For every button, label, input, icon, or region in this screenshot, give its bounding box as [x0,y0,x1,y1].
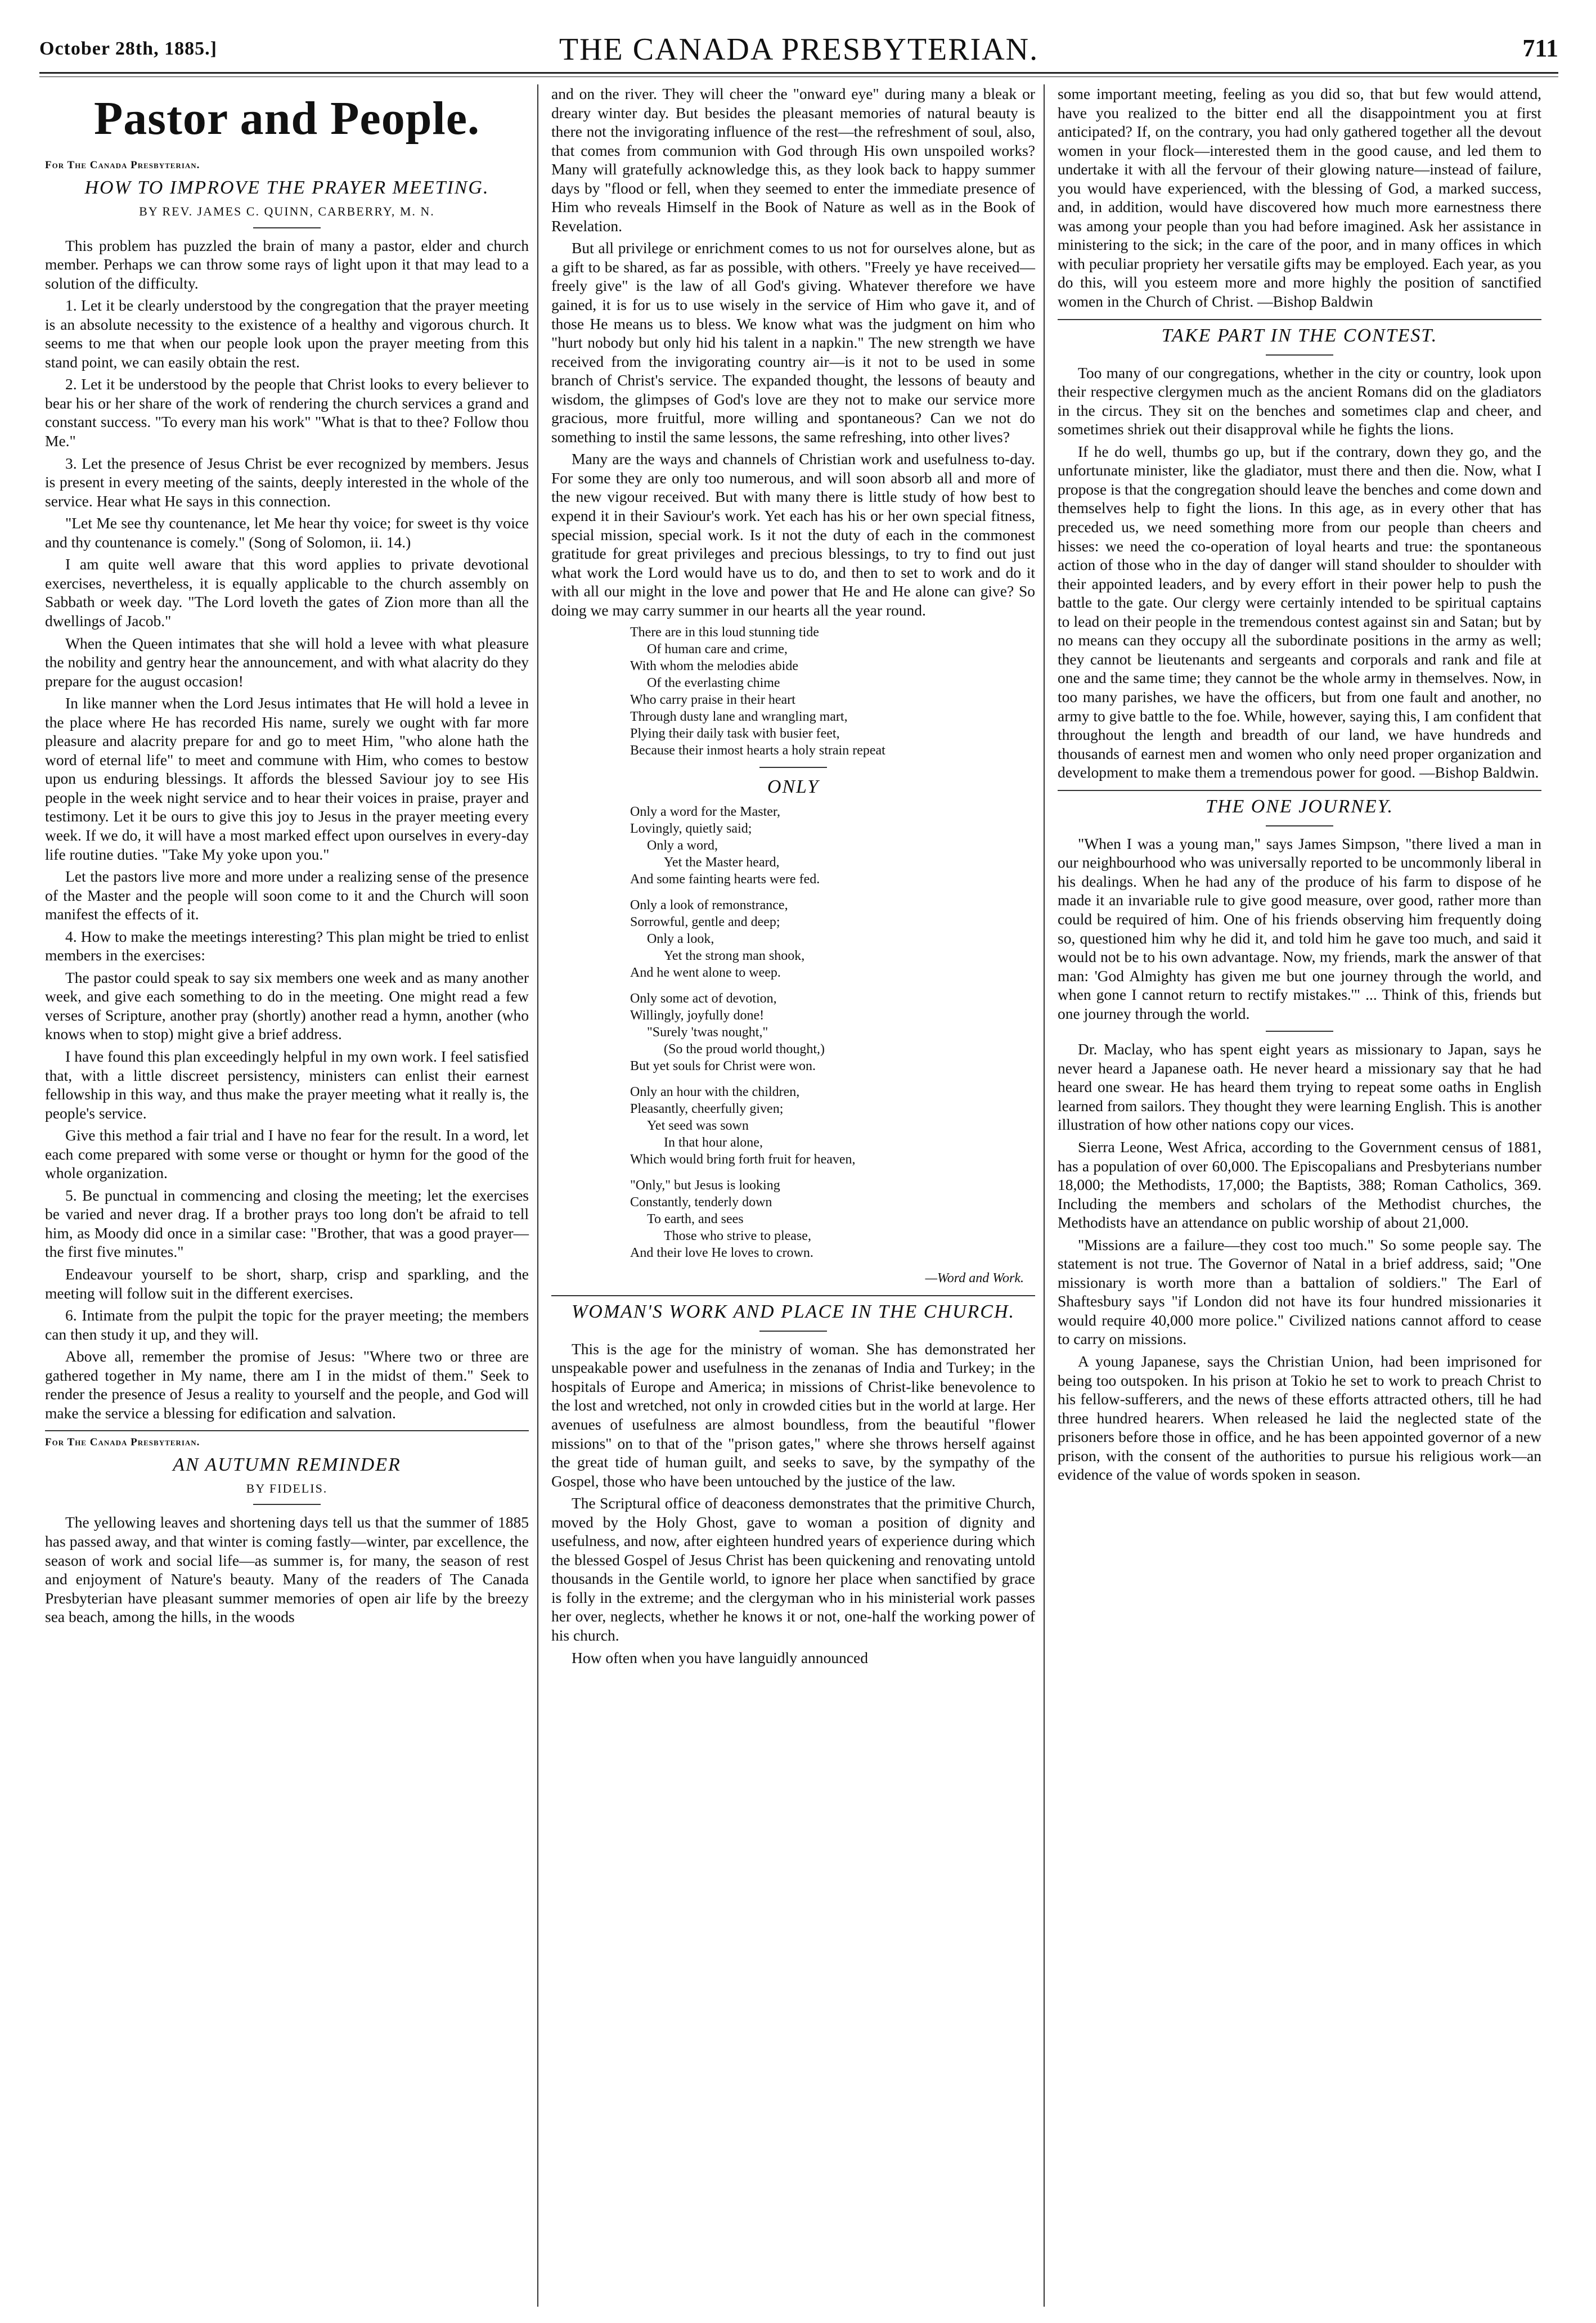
stanza [630,1084,1035,1168]
masthead [39,28,1558,68]
verse-line: And their love He loves to crown. [630,1246,813,1261]
divider [253,1504,321,1505]
section-rule [1058,319,1541,320]
verse-line: Yet seed was sown [647,1118,749,1134]
verse-line: Willingly, joyfully done! [630,1008,765,1023]
verse-line: Only an hour with the children, [630,1085,800,1100]
verse-line: Through dusty lane and wrangling mart, [630,709,848,725]
verse-line: Who carry praise in their heart [630,693,795,708]
paragraph: Let the pastors live more and more under a realizing sense of the presence of the Master and the people will soon come to it and the Church will soon manifest the effects of it. [45,868,529,923]
divider [1266,354,1333,356]
department-heading: Pastor and People. [93,92,480,145]
verse-line: Yet the Master heard, [664,855,780,870]
article-title: WOMAN'S WORK AND PLACE IN THE CHURCH. [571,1301,1015,1322]
divider [759,767,827,768]
verse-line: Sorrowful, gentle and deep; [630,915,780,930]
paragraph: How often when you have languidly announced [572,1648,868,1666]
column-1 [45,84,529,1630]
column-2 [551,84,1035,1670]
verse-line: Yet the strong man shook, [664,949,805,964]
verse-line: In that hour alone, [664,1135,763,1151]
verse-block [551,624,1035,759]
for-line: For The Canada Presbyterian. [45,159,200,172]
paragraph: The pastor could speak to say six members one week and as many another week, and give each something to do in the meeting. One might read a few verses of Scripture, another pray (shortly) another read a hymn, another (who knows when to stop) might give a brief address. [45,968,529,1043]
paragraph: A young Japanese, says the Christian Union, had been imprisoned for being too outspoken. In his prison at Tokio he set to work to preach Christ to his fellow-sufferers, and the news of these efforts attracted others, till he had three hundred hearers. When released he laid the neglected state of the prisoners before those in office, and he has been appointed governor of a new prison, with the consent of the authorities to pursue his religious work—an evidence of the value of words spoken in season. [1058,1353,1541,1484]
article-title: HOW TO IMPROVE THE PRAYER MEETING. [84,177,489,198]
paragraph: But all privilege or enrichment comes to us not for ourselves alone, but as a gift to be shared, as far as possible, with others. "Freely ye have received—freely give" is the law of all God's giving. Whatever therefore we have gained, it is for us to use wisely in the service of Him who gave it, and of those He means us to bless. We know what was the judgment on him who "hurt nobody but only hid his talent in a napkin." The new strength we have received from the invigorating country air—is it not to be used in some branch of Christ's service. The expanded thought, the lessons of beauty and wisdom, the glimpses of God's love are they not to make our service more gracious, more fruitful, more willing and spontaneous? Can we not do something to instil the same lessons, the same refreshing, into other lives? [551,239,1035,446]
paragraph: In like manner when the Lord Jesus intimates that He will hold a levee in the place where He has recorded His name, surely we ought with far more pleasure and alacrity prepare for and go to meet Him, "who alone hath the word of eternal life" to meet and commune with Him, who comes to bestow upon us enduring blessings. It affords the blessed Saviour joy to see His people in the week night service and to hear their voices in praise, prayer and testimony. Let it be ours to give this joy to Jesus in the prayer meeting every week. If we do, it will have a most marked effect upon ourselves in every-day life routine duties. "Take My yoke upon you." [45,694,529,863]
verse-line: Only a word for the Master, [630,805,780,820]
verse-line: Which would bring forth fruit for heaven, [630,1152,856,1167]
paragraph: The yellowing leaves and shortening days tell us that the summer of 1885 has passed away, and that winter is coming fastly—winter, par excellence, the season of work and social life—as summer is, for many, the season of rest and enjoyment of Nature's beauty. Many of the readers of The Canada Presbyterian have pleasant summer memories of open air life by the breezy sea beach, among the hills, in the woods [45,1513,529,1626]
paragraph: 6. Intimate from the pulpit the topic for the prayer meeting; the members can then study it up, and they will. [45,1306,529,1343]
paragraph: 2. Let it be understood by the people that Christ looks to every believer to bear his or her share of the work of rendering the church services a grand and constant success. "To every man his work" "What is that to thee? Follow thou Me." [45,375,529,450]
verse-line: (So the proud world thought,) [664,1042,825,1057]
divider [1266,1031,1333,1032]
verse-line: To earth, and sees [647,1212,744,1227]
section-rule [45,1430,529,1431]
paragraph: Dr. Maclay, who has spent eight years as missionary to Japan, says he never heard a Japanese oath. He never heard a missionary say that he had heard one swear. He has heard them trying to repeat some oaths in English learned from sailors. They thought they were learning English. This is another illustration of how other nations copy our vices. [1058,1040,1541,1134]
paragraph: Sierra Leone, West Africa, according to the Government census of 1881, has a population of over 60,000. The Episcopalians and Presbyterians number 18,000; the Methodists, 17,000; the Baptists, 388; Roman Catholics, 369. Including the members and scholars of the Methodist churches, the Methodists have an attendance on public worship of about 21,000. [1058,1138,1541,1232]
column-3 [1058,84,1541,1488]
verse-line: But yet souls for Christ were won. [630,1059,816,1074]
paragraph: If he do well, thumbs go up, but if the contrary, down they go, and the unfortunate minister, like the gladiator, must there and then die. Now, what I propose is that the congregation should leave the benches and come down and themselves help to fight the lions. In this age, as in every other that has preceded us, we need something more from our people than cheers and hisses: we need the co-operation of loyal hearts and true: the spontaneous action of those who in the day of danger will stand shoulder to shoulder with their appointed leaders, and by every effort in their power help to push the battle to the gate. Our clergy were certainly intended to be spiritual captains to lead on their people in the tremendous contest against sin and Satan; but by no means can they occupy all the subordinate positions in the army as well; they cannot be lieutenants and sergeants and corporals and rank and file at one and the same time; they cannot be the whole army in themselves. Now, in too many parishes, we have the officers, but from one fault and another, no army to give battle to the foe. While, however, saying this, I am confident that throughout the length and breadth of our land, we have hundreds and thousands of earnest men and women who only need proper organization and development to make them a tremendous power for good. —Bishop Baldwin. [1058,442,1541,781]
paragraph: The Scriptural office of deaconess demonstrates that the primitive Church, moved by the Holy Ghost, gave to woman a position of dignity and usefulness, and now, after eighteen hundred years of experience during which the blessed Gospel of Jesus Christ has been quickening and renovating untold thousands in the Gentile world, to ignore her place when sanctified by grace is folly in the extreme; and the clergyman who in his ministerial work passes her over, neglects, whether he knows it or not, one-half the working power of his church. [551,1494,1035,1644]
article-title: THE ONE JOURNEY. [1206,796,1393,817]
verse-line: Lovingly, quietly said; [630,821,752,837]
stanza [630,990,1035,1075]
verse-line: "Only," but Jesus is looking [630,1178,780,1193]
verse-line: Constantly, tenderly down [630,1195,772,1210]
newspaper-title: THE CANADA PRESBYTERIAN. [559,32,1039,67]
poem-attribution: —Word and Work. [925,1271,1024,1286]
article-title: AN AUTUMN REMINDER [173,1454,401,1475]
verse-line: And he went alone to weep. [630,965,781,981]
verse-line: Only a look, [647,932,714,947]
paragraph: 5. Be punctual in commencing and closing the meeting; let the exercises be varied and never drag. If a brother prays too long don't be afraid to tell him, as Moody did once in a similar case: "Brother, that was a good prayer—the first five minutes." [45,1186,529,1261]
verse-line: "Surely 'twas nought," [647,1025,768,1040]
paragraph: and on the river. They will cheer the "onward eye" during many a bleak or dreary winter day. But besides the pleasant memories of natural beauty is there not the invigorating influence of the rest—the refreshment of soul, also, that comes from communion with God through His own unspoiled works? Many will gratefully acknowledge this, as they look back to happy summer days by "flood or fell, when they seemed to enter the immediate presence of Him who reveals Himself in the Book of Nature as well as in the Book of Revelation. [551,85,1035,235]
for-line: For The Canada Presbyterian. [45,1436,200,1449]
paragraph: When the Queen intimates that she will hold a levee with what pleasure the nobility and gentry hear the announcement, and with what alacrity do they prepare for the august occasion! [45,634,529,690]
divider [759,1331,827,1332]
verse-line: Only some act of devotion, [630,991,777,1007]
paragraph: Endeavour yourself to be short, sharp, crisp and sparkling, and the meeting will follow suit in the different exercises. [45,1265,529,1302]
paragraph: I am quite well aware that this word applies to private devotional exercises, nevertheless, it is equally applicable to the church assembly on Sabbath or week day. "The Lord loveth the gates of Zion more than all the dwellings of Jacob." [45,555,529,630]
masthead-rule [39,72,1558,74]
paragraph: I have found this plan exceedingly helpful in my own work. I feel satisfied that, with a little discreet persistency, ministers can enlist their earnest fellowship in this way, and thus make the prayer meeting what it really is, the people's service. [45,1047,529,1122]
paragraph: This is the age for the ministry of woman. She has demonstrated her unspeakable power and usefulness in the zenanas of India and Turkey; in the hospitals of Europe and America; in missions of Christ-like benevolence to the lost and wretched, not only in crowded cities but in the world at large. Her avenues of usefulness are almost boundless, from the beautiful "flower missions" on to that of the "prison gates," where she throws herself against the great tide of human guilt, and seeks to save, by the sympathy of the Gospel, those who have been untouched by the justice of the law. [551,1340,1035,1490]
poem [551,803,1035,1261]
stanza [630,1177,1035,1261]
paragraph: "Missions are a failure—they cost too much." So some people say. The statement is not true. The Governor of Natal in a brief address, said; "One missionary is worth more than a battalion of soldiers." The Earl of Shaftesbury says "if London did not have its four hundred missionaries it would require 40,000 more police." Civilized nations cannot afford to cease to carry on missions. [1058,1235,1541,1348]
verse-line: Plying their daily task with busier feet, [630,726,840,742]
stanza [630,803,1035,888]
verse-line: Those who strive to please, [664,1229,811,1244]
article-byline: BY FIDELIS. [246,1481,328,1495]
paragraph: Too many of our congregations, whether in the city or country, look upon their respective clergymen much as the ancient Romans did on the gladiators in the circus. They sit on the benches and sometimes clap and cheer, and sometimes shriek out their disapproval while he fights the lions. [1058,363,1541,438]
paragraph: This problem has puzzled the brain of many a pastor, elder and church member. Perhaps we can throw some rays of light upon it that may lead to a solution of the difficulty. [45,236,529,292]
section-rule [1058,790,1541,791]
verse-line: With whom the melodies abide [630,659,798,674]
verse-line: Only a word, [647,838,718,853]
paragraph: some important meeting, feeling as you did so, that but few would attend, have you realized to the bitter end all the disappointment you at first anticipated? If, on the contrary, you had only gathered together all the devout women in your flock—interested them in the good cause, and led them to undertake it with all the fervour of their glowing nature—instead of failure, you would have experienced, with the blessing of God, a marked success, and, in addition, would have discovered how much more earnestness there was among your people than you had before imagined. Ask her assistance in ministering to the sick; in the care of the poor, and in many offices in which with peculiar propriety her versatile gifts may be employed. Each year, as you do this, will you esteem more and more highly the position of sanctified women in the Church of Christ. —Bishop Baldwin [1058,85,1541,311]
column-divider-1 [537,84,538,2307]
issue-date: October 28th, 1885.] [39,38,217,59]
verse-line: Pleasantly, cheerfully given; [630,1102,784,1117]
stanza [630,897,1035,981]
divider [1266,825,1333,826]
verse-line: Of human care and crime, [647,642,788,657]
verse-line: Because their inmost hearts a holy strain repeat [630,743,885,758]
verse-line: And some fainting hearts were fed. [630,872,820,887]
article-title: TAKE PART IN THE CONTEST. [1161,325,1438,346]
poem-title: ONLY [767,776,820,798]
section-rule [551,1295,1035,1296]
verse-line: There are in this loud stunning tide [630,625,819,640]
article-byline: BY REV. JAMES C. QUINN, CARBERRY, M. N. [139,204,435,218]
paragraph: "Let Me see thy countenance, let Me hear thy voice; for sweet is thy voice and thy countenance is comely." (Song of Solomon, ii. 14.) [45,514,529,551]
paragraph: Many are the ways and channels of Christian work and usefulness to-day. For some they are only too numerous, and will soon absorb all and more of the new vigour received. But with many there is little study of how best to expend it in their Saviour's work. Yet each has his or her own special fitness, special mission, special work. Is it not the duty of each in the commonest gratitude for great privileges and precious blessings, to try to find out just what work the Lord would have us to do, and then to set to work and do it with all our might in the love and power that He and He alone can give? So doing we may carry summer in our hearts all the year round. [551,450,1035,619]
paragraph: Give this method a fair trial and I have no fear for the result. In a word, let each come prepared with some verse or thought or hymn for the good of the whole organization. [45,1126,529,1182]
verse-line: Of the everlasting chime [647,676,780,691]
paragraph: 3. Let the presence of Jesus Christ be ever recognized by members. Jesus is present in every meeting of the saints, deeply interested in the whole of the service. Hear what He says in this connection. [45,454,529,510]
paragraph: "When I was a young man," says James Simpson, "there lived a man in our neighbourhood who was universally reported to be uncommonly liberal in his dealings. When he had any of the produce of his farm to dispose of he made it an invariable rule to give good measure, over good, rather more than could be required of him. One of his friends observing him frequently doing so, questioned him why he did it, and told him he gave too much, and said it would not be to his own advantage. Now, my friends, mark the answer of that man: 'God Almighty has given me but one journey through the world, and when gone I cannot return to rectify mistakes.'" ... Think of this, friends but one journey through the world. [1058,834,1541,1022]
verse-line: Only a look of remonstrance, [630,898,788,913]
paragraph: 1. Let it be clearly understood by the congregation that the prayer meeting is an absolute necessity to the existence of a healthy and vigorous church. It seems to me that when our people look upon the prayer meeting from this stand point, we can easily obtain the rest. [45,296,529,371]
paragraph: Above all, remember the promise of Jesus: "Where two or three are gathered together in My name, there am I in the midst of them." Seek to render the presence of Jesus a reality to yourself and the people, and God will make the service a blessing for edification and salvation. [45,1347,529,1422]
paragraph: 4. How to make the meetings interesting? This plan might be tried to enlist members in the exercises: [45,927,529,964]
column-divider-2 [1044,84,1045,2307]
divider [253,227,321,228]
page-number: 711 [1522,34,1558,62]
